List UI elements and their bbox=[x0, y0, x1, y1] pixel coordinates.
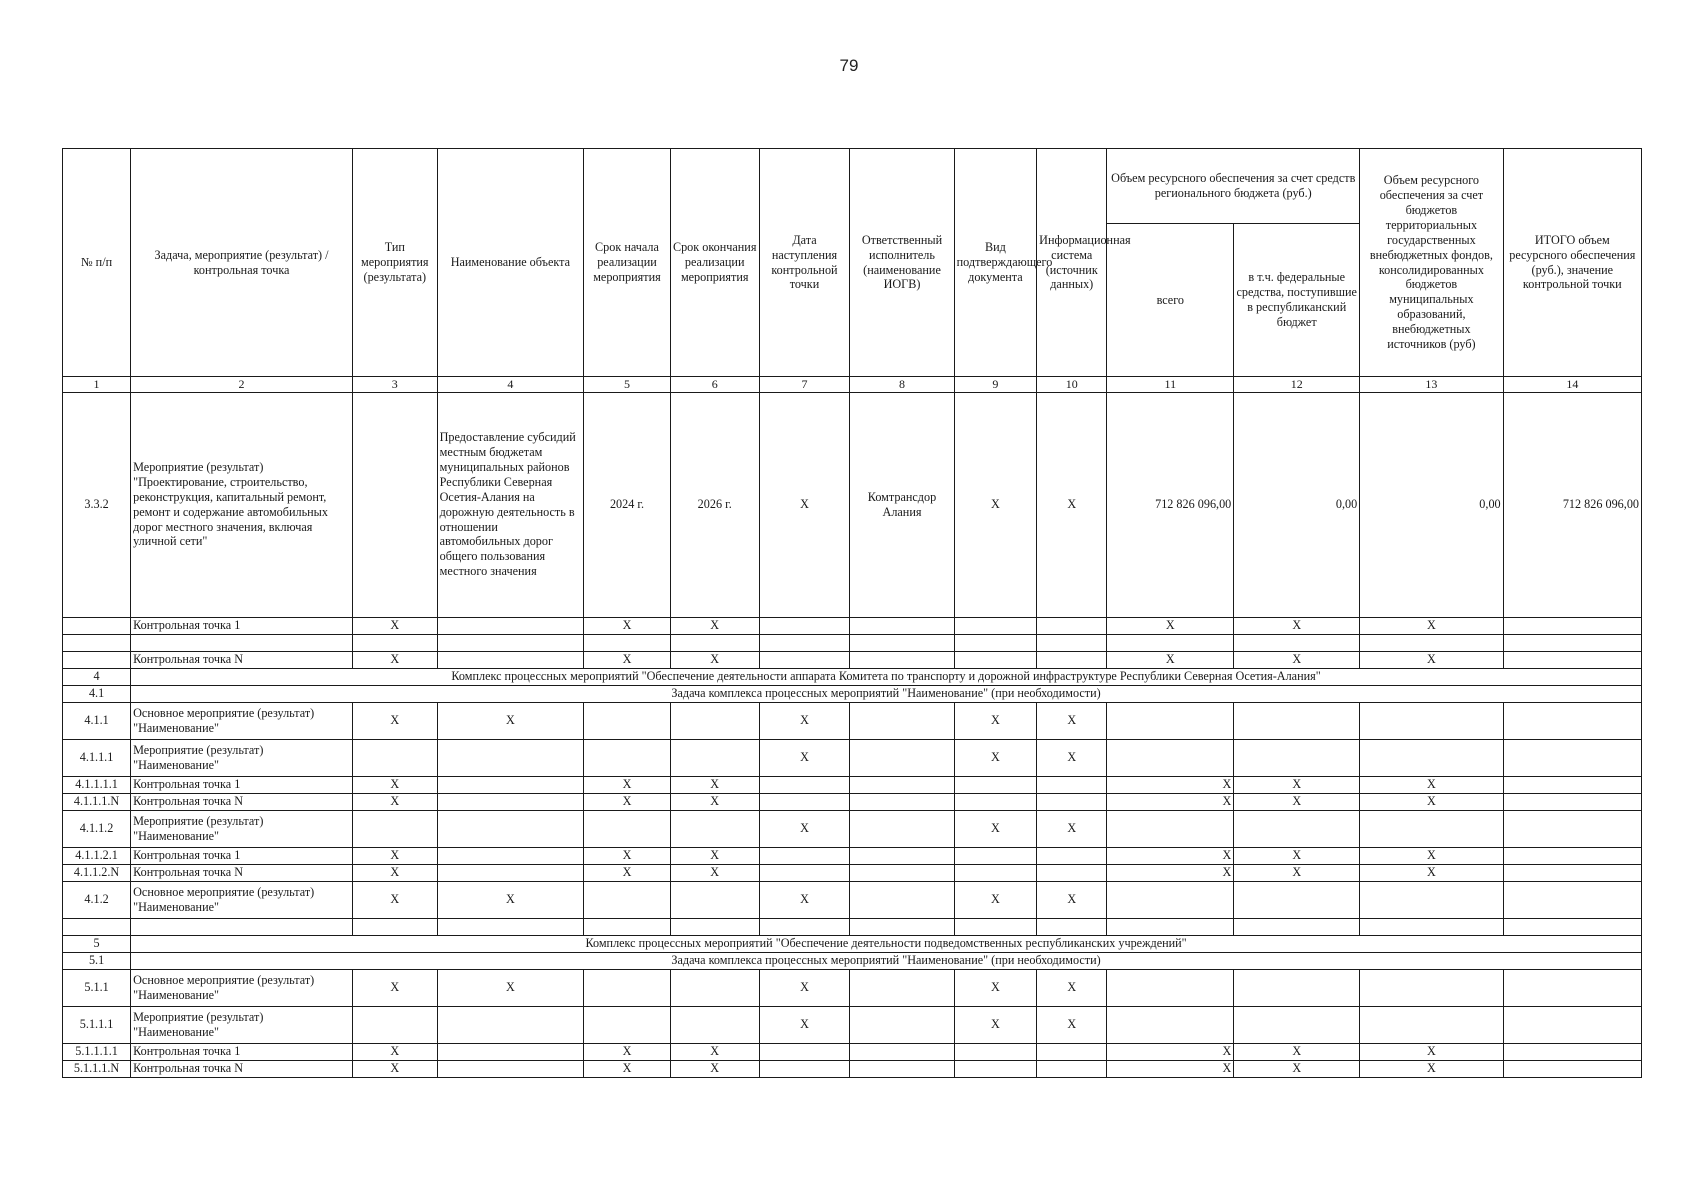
table-row bbox=[63, 702, 1642, 739]
table-cell bbox=[1037, 918, 1107, 935]
table-cell bbox=[670, 1006, 759, 1043]
mark-cell: X bbox=[352, 776, 437, 793]
mark-cell: X bbox=[352, 702, 437, 739]
table-row bbox=[63, 810, 1642, 847]
checkpoint-label: Контрольная точка 1 bbox=[131, 617, 353, 634]
mark-cell: X bbox=[1037, 702, 1107, 739]
table-cell bbox=[1037, 864, 1107, 881]
mark-cell: X bbox=[352, 969, 437, 1006]
table-cell bbox=[1503, 702, 1641, 739]
mark-cell: X bbox=[584, 1060, 671, 1077]
table-cell bbox=[1234, 702, 1360, 739]
table-cell bbox=[954, 918, 1037, 935]
header-num: № п/п bbox=[63, 149, 131, 377]
section-row bbox=[63, 935, 1642, 952]
mark-cell: X bbox=[1037, 1006, 1107, 1043]
table-cell bbox=[1234, 810, 1360, 847]
table-cell bbox=[1037, 847, 1107, 864]
table-cell bbox=[1234, 634, 1360, 651]
header-end: Срок окончания реализации мероприятия bbox=[670, 149, 759, 377]
mark-cell: X bbox=[352, 1060, 437, 1077]
table-cell bbox=[437, 793, 584, 810]
table-cell bbox=[437, 847, 584, 864]
table-cell bbox=[1107, 1006, 1234, 1043]
table-cell bbox=[584, 918, 671, 935]
table-cell: 4.1.1.2.1 bbox=[63, 847, 131, 864]
header-itogo: ИТОГО объем ресурсного обеспечения (руб.), значение контрольной точки bbox=[1503, 149, 1641, 377]
table-cell bbox=[1360, 702, 1503, 739]
table-cell: Мероприятие (результат) "Наименование" bbox=[131, 810, 353, 847]
table-cell: 4.1.1.1.1 bbox=[63, 776, 131, 793]
mark-cell: X bbox=[1360, 1060, 1503, 1077]
table-cell: Контрольная точка N bbox=[131, 793, 353, 810]
table-cell: 5.1.1.1 bbox=[63, 1006, 131, 1043]
table-cell bbox=[437, 864, 584, 881]
mark-cell: X bbox=[584, 776, 671, 793]
table-row-empty bbox=[63, 918, 1642, 935]
table-cell bbox=[1503, 1006, 1641, 1043]
col-number: 12 bbox=[1234, 377, 1360, 393]
col-number: 14 bbox=[1503, 377, 1641, 393]
row-info: X bbox=[1037, 392, 1107, 617]
table-row bbox=[63, 1006, 1642, 1043]
table-cell bbox=[850, 810, 954, 847]
table-cell bbox=[850, 702, 954, 739]
mark-cell: X bbox=[1037, 739, 1107, 776]
mark-cell: X bbox=[584, 864, 671, 881]
table-cell bbox=[1503, 969, 1641, 1006]
table-cell: 4.1.1.2.N bbox=[63, 864, 131, 881]
table-cell bbox=[954, 847, 1037, 864]
table-cell: 5.1.1 bbox=[63, 969, 131, 1006]
section-number: 4 bbox=[63, 668, 131, 685]
table-cell bbox=[670, 810, 759, 847]
table-cell bbox=[1503, 793, 1641, 810]
mark-cell: X bbox=[352, 881, 437, 918]
table-cell bbox=[1037, 1043, 1107, 1060]
table-cell bbox=[1107, 969, 1234, 1006]
table-cell bbox=[1360, 739, 1503, 776]
mark-cell: X bbox=[584, 847, 671, 864]
table-cell bbox=[759, 634, 850, 651]
mark-cell: X bbox=[670, 793, 759, 810]
table-cell bbox=[759, 918, 850, 935]
table-cell bbox=[437, 1043, 584, 1060]
table-cell: Мероприятие (результат) "Наименование" bbox=[131, 1006, 353, 1043]
table-cell bbox=[63, 918, 131, 935]
table-cell bbox=[437, 918, 584, 935]
header-info-system: Информационная система (источник данных) bbox=[1037, 149, 1107, 377]
table-cell bbox=[1037, 776, 1107, 793]
table-cell bbox=[850, 793, 954, 810]
mark-cell: X bbox=[1037, 969, 1107, 1006]
section-title: Комплекс процессных мероприятий "Обеспечение деятельности аппарата Комитета по транспорту и дорожной инфраструктуре Республики Северная Осетия-Алания" bbox=[131, 668, 1642, 685]
mark-cell: X bbox=[1037, 881, 1107, 918]
table-cell bbox=[1503, 651, 1641, 668]
row-end: 2026 г. bbox=[670, 392, 759, 617]
mark-cell: X bbox=[352, 651, 437, 668]
mark-cell: X bbox=[1234, 651, 1360, 668]
table-cell bbox=[670, 918, 759, 935]
mark-cell: X bbox=[670, 1043, 759, 1060]
table-cell bbox=[1360, 918, 1503, 935]
table-cell bbox=[759, 776, 850, 793]
table-row bbox=[63, 776, 1642, 793]
col-number: 4 bbox=[437, 377, 584, 393]
header-total: всего bbox=[1107, 224, 1234, 377]
table-cell bbox=[1360, 634, 1503, 651]
table-cell bbox=[954, 651, 1037, 668]
table-cell bbox=[352, 918, 437, 935]
table-cell bbox=[850, 1060, 954, 1077]
table-cell: Основное мероприятие (результат) "Наименование" bbox=[131, 969, 353, 1006]
table-cell bbox=[1503, 739, 1641, 776]
table-cell bbox=[63, 634, 131, 651]
table-cell: Контрольная точка 1 bbox=[131, 847, 353, 864]
mark-cell: X bbox=[352, 617, 437, 634]
table-cell: 4.1.2 bbox=[63, 881, 131, 918]
header-document: Вид подтверждающего документа bbox=[954, 149, 1037, 377]
mark-cell: X bbox=[437, 881, 584, 918]
mark-cell: X bbox=[352, 847, 437, 864]
col-number: 2 bbox=[131, 377, 353, 393]
table-cell bbox=[1503, 918, 1641, 935]
section-number: 4.1 bbox=[63, 685, 131, 702]
table-cell bbox=[759, 793, 850, 810]
table-cell bbox=[352, 1006, 437, 1043]
table-cell bbox=[954, 1043, 1037, 1060]
header-type: Тип мероприятия (результата) bbox=[352, 149, 437, 377]
header-executor: Ответственный исполнитель (наименование ИОГВ) bbox=[850, 149, 954, 377]
table-cell bbox=[1037, 793, 1107, 810]
table-cell bbox=[131, 634, 353, 651]
table-cell bbox=[584, 881, 671, 918]
table-cell bbox=[1037, 1060, 1107, 1077]
table-cell bbox=[850, 776, 954, 793]
table-cell bbox=[954, 864, 1037, 881]
table-cell bbox=[1503, 881, 1641, 918]
header-regional-budget: Объем ресурсного обеспечения за счет средств регионального бюджета (руб.) bbox=[1107, 149, 1360, 224]
col-number: 13 bbox=[1360, 377, 1503, 393]
mark-cell: X bbox=[584, 617, 671, 634]
col-number: 7 bbox=[759, 377, 850, 393]
table-row bbox=[63, 617, 1642, 634]
table-cell bbox=[850, 1006, 954, 1043]
mark-cell: X bbox=[1037, 810, 1107, 847]
table-cell bbox=[850, 1043, 954, 1060]
mark-cell: X bbox=[759, 810, 850, 847]
mark-cell: X bbox=[584, 651, 671, 668]
mark-cell: X bbox=[670, 776, 759, 793]
section-title: Комплекс процессных мероприятий "Обеспечение деятельности подведомственных республиканских учреждений" bbox=[131, 935, 1642, 952]
table-cell: Контрольная точка N bbox=[131, 864, 353, 881]
mark-cell: X bbox=[1234, 1043, 1360, 1060]
table-cell: Основное мероприятие (результат) "Наименование" bbox=[131, 881, 353, 918]
mark-cell: X bbox=[1107, 847, 1234, 864]
mark-cell: X bbox=[437, 969, 584, 1006]
mark-cell: X bbox=[954, 702, 1037, 739]
mark-cell: X bbox=[670, 847, 759, 864]
mark-cell: X bbox=[670, 617, 759, 634]
table-cell bbox=[1107, 918, 1234, 935]
table-cell bbox=[850, 881, 954, 918]
table-cell bbox=[584, 969, 671, 1006]
table-cell bbox=[759, 864, 850, 881]
table-row bbox=[63, 847, 1642, 864]
mark-cell: X bbox=[1107, 617, 1234, 634]
table-cell bbox=[584, 1006, 671, 1043]
table-cell bbox=[1234, 1006, 1360, 1043]
row-date: X bbox=[759, 392, 850, 617]
mark-cell: X bbox=[759, 969, 850, 1006]
table-cell bbox=[1503, 864, 1641, 881]
table-cell bbox=[1107, 739, 1234, 776]
row-task: Мероприятие (результат) "Проектирование, строительство, реконструкция, капитальный ремонт, ремонт и содержание автомобильных дорог местного значения, включая уличной сети" bbox=[131, 392, 353, 617]
table-cell bbox=[437, 739, 584, 776]
table-cell bbox=[437, 1060, 584, 1077]
mark-cell: X bbox=[670, 651, 759, 668]
header-task: Задача, мероприятие (результат) / контрольная точка bbox=[131, 149, 353, 377]
col-number: 6 bbox=[670, 377, 759, 393]
table-cell bbox=[759, 847, 850, 864]
mark-cell: X bbox=[759, 702, 850, 739]
mark-cell: X bbox=[759, 739, 850, 776]
table-row bbox=[63, 793, 1642, 810]
table-cell bbox=[352, 634, 437, 651]
table-cell bbox=[1037, 634, 1107, 651]
table-row bbox=[63, 864, 1642, 881]
header-federal: в т.ч. федеральные средства, поступившие в республиканский бюджет bbox=[1234, 224, 1360, 377]
table-cell bbox=[850, 864, 954, 881]
table-cell bbox=[1360, 810, 1503, 847]
table-cell: Основное мероприятие (результат) "Наименование" bbox=[131, 702, 353, 739]
table-cell bbox=[850, 847, 954, 864]
row-other: 0,00 bbox=[1360, 392, 1503, 617]
mark-cell: X bbox=[1360, 617, 1503, 634]
resource-table bbox=[62, 148, 1642, 1078]
mark-cell: X bbox=[1107, 1060, 1234, 1077]
mark-cell: X bbox=[1234, 776, 1360, 793]
table-cell bbox=[1360, 881, 1503, 918]
table-cell bbox=[1360, 1006, 1503, 1043]
table-cell bbox=[1107, 881, 1234, 918]
mark-cell: X bbox=[1360, 651, 1503, 668]
header-row-1 bbox=[63, 149, 1642, 224]
table-cell bbox=[1360, 969, 1503, 1006]
table-row bbox=[63, 739, 1642, 776]
table-cell bbox=[584, 739, 671, 776]
table-row bbox=[63, 1060, 1642, 1077]
table-row bbox=[63, 881, 1642, 918]
section-row bbox=[63, 685, 1642, 702]
table-cell bbox=[850, 918, 954, 935]
mark-cell: X bbox=[352, 864, 437, 881]
table-cell bbox=[850, 739, 954, 776]
table-cell bbox=[437, 810, 584, 847]
page-number: 79 bbox=[839, 56, 859, 75]
mark-cell: X bbox=[1234, 617, 1360, 634]
mark-cell: X bbox=[1234, 864, 1360, 881]
table-row bbox=[63, 969, 1642, 1006]
table-cell bbox=[1107, 810, 1234, 847]
mark-cell: X bbox=[1360, 1043, 1503, 1060]
table-cell bbox=[670, 739, 759, 776]
section-title: Задача комплекса процессных мероприятий "Наименование" (при необходимости) bbox=[131, 685, 1642, 702]
table-cell bbox=[954, 793, 1037, 810]
row-itogo: 712 826 096,00 bbox=[1503, 392, 1641, 617]
row-start: 2024 г. bbox=[584, 392, 671, 617]
table-cell bbox=[759, 651, 850, 668]
table-cell bbox=[1107, 702, 1234, 739]
col-number: 3 bbox=[352, 377, 437, 393]
table-row bbox=[63, 392, 1642, 617]
header-other-budgets: Объем ресурсного обеспечения за счет бюджетов территориальных государственных внебюджетных фондов, консолидированных бюджетов муниципальных образований, внебюджетных источников (руб) bbox=[1360, 149, 1503, 377]
col-number: 10 bbox=[1037, 377, 1107, 393]
col-number: 5 bbox=[584, 377, 671, 393]
row-type bbox=[352, 392, 437, 617]
section-number: 5.1 bbox=[63, 952, 131, 969]
table-cell bbox=[1503, 1060, 1641, 1077]
table-cell bbox=[437, 1006, 584, 1043]
table-cell bbox=[759, 1043, 850, 1060]
table-cell bbox=[670, 969, 759, 1006]
row-object: Предоставление субсидий местным бюджетам муниципальных районов Республики Северная Осетия-Алания на дорожную деятельность в отношении автомобильных дорог общего пользования местного значения bbox=[437, 392, 584, 617]
mark-cell: X bbox=[954, 810, 1037, 847]
table-cell: Контрольная точка 1 bbox=[131, 776, 353, 793]
table-cell bbox=[584, 702, 671, 739]
row-federal: 0,00 bbox=[1234, 392, 1360, 617]
mark-cell: X bbox=[352, 1043, 437, 1060]
table-cell bbox=[352, 810, 437, 847]
header-checkpoint-date: Дата наступления контрольной точки bbox=[759, 149, 850, 377]
table-row bbox=[63, 651, 1642, 668]
section-row bbox=[63, 952, 1642, 969]
table-cell bbox=[850, 651, 954, 668]
table-cell bbox=[437, 634, 584, 651]
table-cell bbox=[1503, 810, 1641, 847]
mark-cell: X bbox=[759, 881, 850, 918]
table-cell bbox=[954, 1060, 1037, 1077]
mark-cell: X bbox=[1360, 776, 1503, 793]
row-doc: X bbox=[954, 392, 1037, 617]
mark-cell: X bbox=[437, 702, 584, 739]
mark-cell: X bbox=[1107, 1043, 1234, 1060]
col-number: 1 bbox=[63, 377, 131, 393]
mark-cell: X bbox=[670, 1060, 759, 1077]
mark-cell: X bbox=[584, 793, 671, 810]
table-cell bbox=[1503, 1043, 1641, 1060]
mark-cell: X bbox=[1234, 847, 1360, 864]
row-number: 3.3.2 bbox=[63, 392, 131, 617]
table-row-empty bbox=[63, 634, 1642, 651]
table-cell bbox=[584, 810, 671, 847]
table-cell: 4.1.1 bbox=[63, 702, 131, 739]
mark-cell: X bbox=[670, 864, 759, 881]
mark-cell: X bbox=[1360, 864, 1503, 881]
section-number: 5 bbox=[63, 935, 131, 952]
table-cell bbox=[670, 634, 759, 651]
header-object: Наименование объекта bbox=[437, 149, 584, 377]
table-cell: 4.1.1.2 bbox=[63, 810, 131, 847]
table-cell bbox=[437, 776, 584, 793]
table-cell bbox=[584, 634, 671, 651]
table-cell bbox=[1503, 847, 1641, 864]
table-cell: Контрольная точка N bbox=[131, 1060, 353, 1077]
table-cell bbox=[1234, 739, 1360, 776]
table-cell bbox=[1037, 651, 1107, 668]
table-cell bbox=[670, 702, 759, 739]
table-row bbox=[63, 1043, 1642, 1060]
table-cell: Контрольная точка 1 bbox=[131, 1043, 353, 1060]
col-number: 9 bbox=[954, 377, 1037, 393]
mark-cell: X bbox=[1360, 847, 1503, 864]
mark-cell: X bbox=[1234, 793, 1360, 810]
table-cell: 5.1.1.1.N bbox=[63, 1060, 131, 1077]
row-total: 712 826 096,00 bbox=[1107, 392, 1234, 617]
col-number: 11 bbox=[1107, 377, 1234, 393]
table-cell bbox=[1503, 634, 1641, 651]
mark-cell: X bbox=[1107, 651, 1234, 668]
mark-cell: X bbox=[1107, 864, 1234, 881]
table-cell bbox=[954, 634, 1037, 651]
table-cell bbox=[1503, 776, 1641, 793]
checkpoint-label: Контрольная точка N bbox=[131, 651, 353, 668]
mark-cell: X bbox=[1234, 1060, 1360, 1077]
mark-cell: X bbox=[759, 1006, 850, 1043]
table-cell bbox=[352, 739, 437, 776]
mark-cell: X bbox=[954, 881, 1037, 918]
section-title: Задача комплекса процессных мероприятий "Наименование" (при необходимости) bbox=[131, 952, 1642, 969]
table-cell bbox=[1234, 881, 1360, 918]
table-cell: 5.1.1.1.1 bbox=[63, 1043, 131, 1060]
mark-cell: X bbox=[1107, 776, 1234, 793]
section-row bbox=[63, 668, 1642, 685]
table-cell: 4.1.1.1.N bbox=[63, 793, 131, 810]
table-cell bbox=[850, 634, 954, 651]
table-cell bbox=[759, 1060, 850, 1077]
mark-cell: X bbox=[954, 739, 1037, 776]
mark-cell: X bbox=[584, 1043, 671, 1060]
mark-cell: X bbox=[954, 969, 1037, 1006]
table-cell bbox=[131, 918, 353, 935]
row-executor: Комтрансдор Алания bbox=[850, 392, 954, 617]
table-cell bbox=[954, 776, 1037, 793]
mark-cell: X bbox=[352, 793, 437, 810]
table-cell: 4.1.1.1 bbox=[63, 739, 131, 776]
header-start: Срок начала реализации мероприятия bbox=[584, 149, 671, 377]
table-cell: Мероприятие (результат) "Наименование" bbox=[131, 739, 353, 776]
table-cell bbox=[1234, 918, 1360, 935]
table-cell bbox=[1107, 634, 1234, 651]
mark-cell: X bbox=[1107, 793, 1234, 810]
col-number: 8 bbox=[850, 377, 954, 393]
mark-cell: X bbox=[954, 1006, 1037, 1043]
column-numbers-row bbox=[63, 377, 1642, 393]
mark-cell: X bbox=[1360, 793, 1503, 810]
table-cell bbox=[1234, 969, 1360, 1006]
table-cell bbox=[670, 881, 759, 918]
table-cell bbox=[850, 969, 954, 1006]
